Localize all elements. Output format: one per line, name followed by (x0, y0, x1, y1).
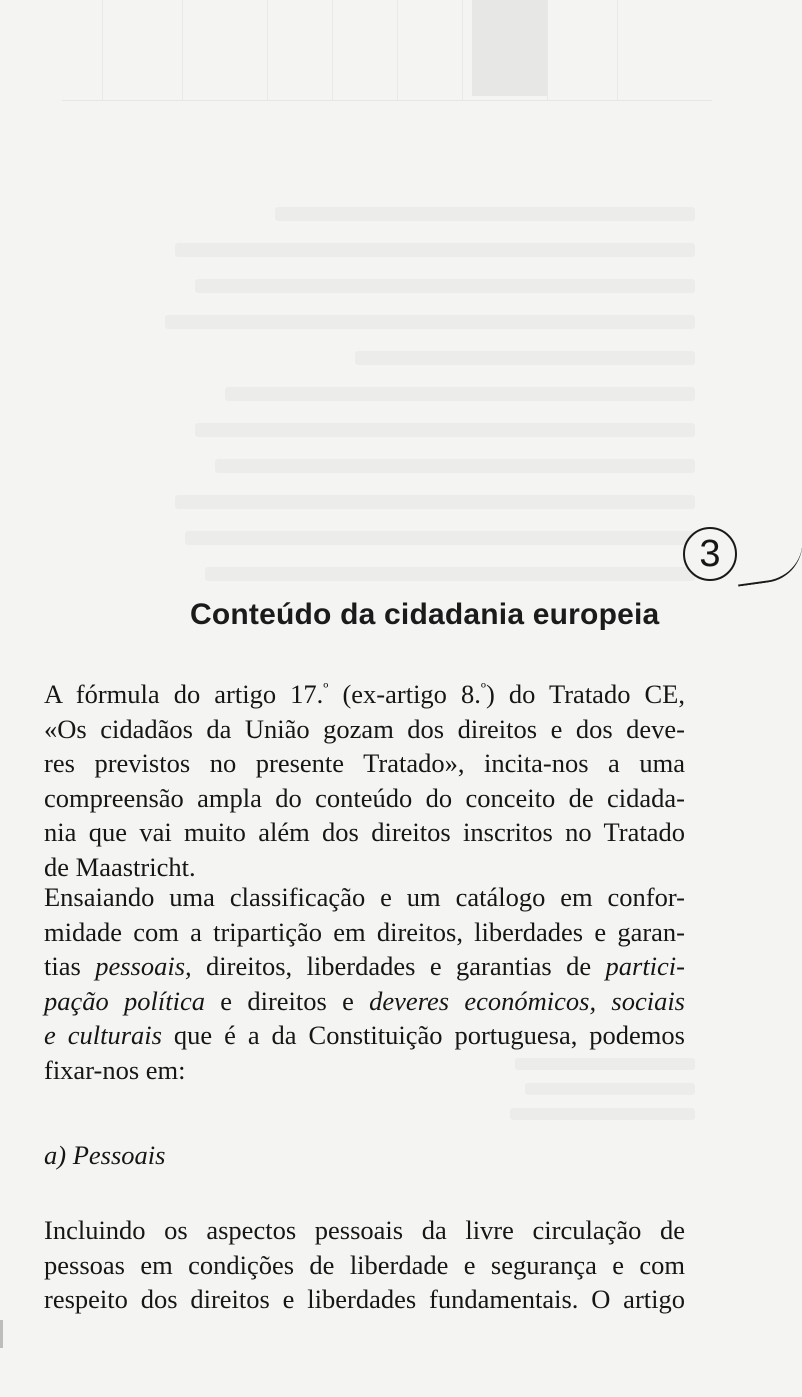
chapter-number-badge (683, 527, 737, 581)
text-line: A fórmula do artigo 17.$^º$ (ex-artigo 8.$^º$) do Tratado CE, (44, 679, 685, 710)
text-line: respeito dos direitos e liberdades fundamentais. O artigo (44, 1284, 685, 1315)
paragraph-2 (44, 880, 685, 1088)
show-through-text (155, 195, 695, 591)
text-line: «Os cidadãos da União gozam dos direitos e dos deve- (44, 713, 685, 744)
text-line: fixar-nos em: (44, 1054, 186, 1085)
text-line: de Maastricht. (44, 852, 196, 882)
text-line: Incluindo os aspectos pessoais da livre circulação de (44, 1215, 685, 1245)
scan-artifact (0, 1320, 3, 1348)
text-line: res previstos no presente Tratado», incita-nos a uma (44, 748, 685, 779)
chapter-number: 3 (699, 532, 721, 575)
text-line: midade com a tripartição em direitos, liberdades e garan- (44, 916, 685, 947)
chapter-marker-swash (732, 535, 802, 586)
section-title: Conteúdo da cidadania europeia (190, 598, 660, 631)
italic-term: pessoais, (95, 951, 192, 982)
subsection-marker: a) (44, 1140, 67, 1170)
subsection-title: Pessoais (72, 1140, 166, 1170)
italic-term: deveres económicos, sociais (369, 985, 685, 1016)
paragraph-1 (44, 672, 685, 885)
text-line: tias pessoais, direitos, liberdades e garantias de partici- (44, 951, 685, 982)
text-line: nia que vai muito além dos direitos inscritos no Tratado (44, 817, 685, 848)
italic-term: e culturais (44, 1020, 162, 1051)
show-through-table (62, 0, 712, 101)
italic-term: pação política (44, 985, 206, 1016)
paragraph-3 (44, 1213, 685, 1317)
text-line: compreensão ampla do conteúdo do conceito de cidada- (44, 782, 685, 813)
subsection-heading (44, 1140, 165, 1171)
text-line: Ensaiando uma classificação e um catálogo em confor- (44, 882, 685, 912)
text-line: pessoas em condições de liberdade e segurança e com (44, 1249, 685, 1280)
text-line: pação política e direitos e deveres económicos, sociais (44, 985, 685, 1016)
text-line: e culturais que é a da Constituição portuguesa, podemos (44, 1020, 685, 1051)
italic-term: partici- (605, 951, 685, 982)
